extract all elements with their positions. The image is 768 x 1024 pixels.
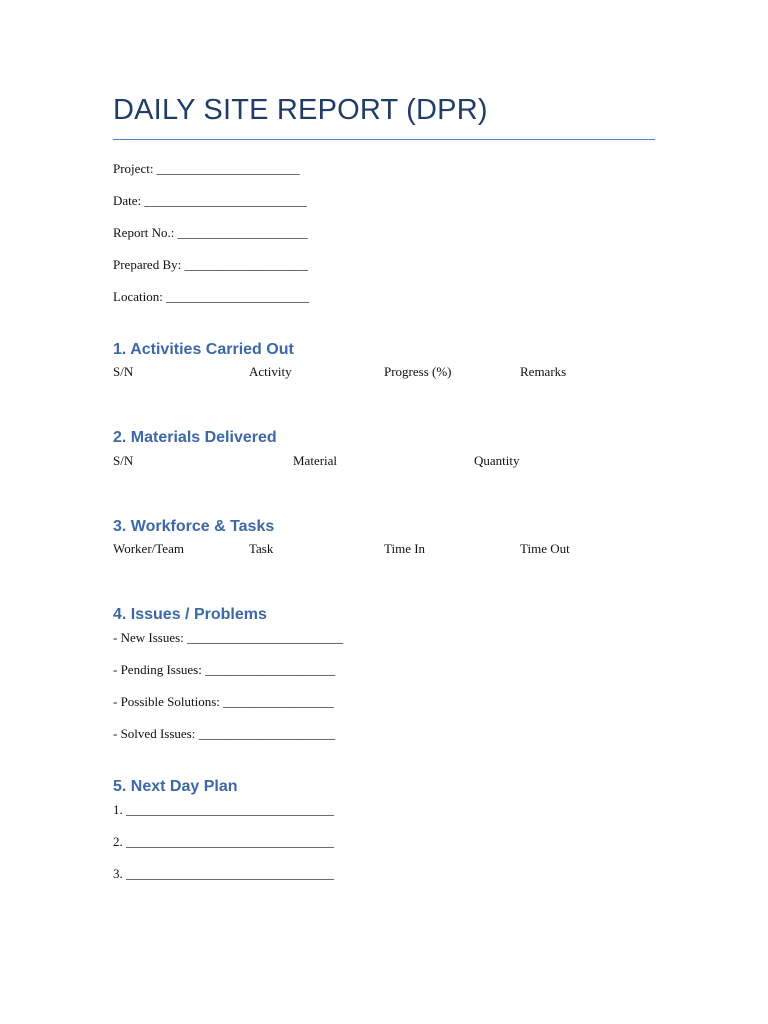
plan-item: 1. ________________________________ bbox=[113, 802, 334, 817]
project-field: Project: ______________________ bbox=[113, 161, 300, 176]
next-day-plan-heading: 5. Next Day Plan bbox=[113, 778, 238, 795]
column-header: S/N bbox=[113, 364, 134, 379]
column-header: Activity bbox=[249, 364, 292, 379]
location-field: Location: ______________________ bbox=[113, 289, 310, 304]
title-divider bbox=[113, 139, 655, 140]
issue-item-solved: - Solved Issues: _____________________ bbox=[113, 726, 336, 741]
report-no-field: Report No.: ____________________ bbox=[113, 225, 308, 240]
column-header: Progress (%) bbox=[384, 364, 452, 379]
prepared-by-field: Prepared By: ___________________ bbox=[113, 257, 308, 272]
column-header: Quantity bbox=[474, 453, 520, 468]
plan-item: 3. ________________________________ bbox=[113, 866, 334, 881]
workforce-heading: 3. Workforce & Tasks bbox=[113, 518, 275, 535]
materials-table-header bbox=[113, 453, 673, 469]
activities-heading: 1. Activities Carried Out bbox=[113, 341, 294, 358]
column-header: Time In bbox=[384, 541, 426, 556]
column-header: S/N bbox=[113, 453, 134, 468]
issue-item-pending: - Pending Issues: ____________________ bbox=[113, 662, 336, 677]
page-title: DAILY SITE REPORT (DPR) bbox=[113, 94, 488, 126]
column-header: Remarks bbox=[520, 364, 567, 379]
column-header: Material bbox=[293, 453, 338, 468]
date-field: Date: _________________________ bbox=[113, 193, 307, 208]
workforce-table-header bbox=[113, 541, 673, 557]
issue-item-solutions: - Possible Solutions: _________________ bbox=[113, 694, 334, 709]
activities-table-header bbox=[113, 364, 673, 380]
column-header: Task bbox=[249, 541, 274, 556]
column-header: Time Out bbox=[520, 541, 570, 556]
issues-heading: 4. Issues / Problems bbox=[113, 606, 267, 623]
issue-item-new: - New Issues: ________________________ bbox=[113, 630, 344, 645]
materials-heading: 2. Materials Delivered bbox=[113, 429, 277, 446]
column-header: Worker/Team bbox=[113, 541, 184, 556]
plan-item: 2. ________________________________ bbox=[113, 834, 334, 849]
